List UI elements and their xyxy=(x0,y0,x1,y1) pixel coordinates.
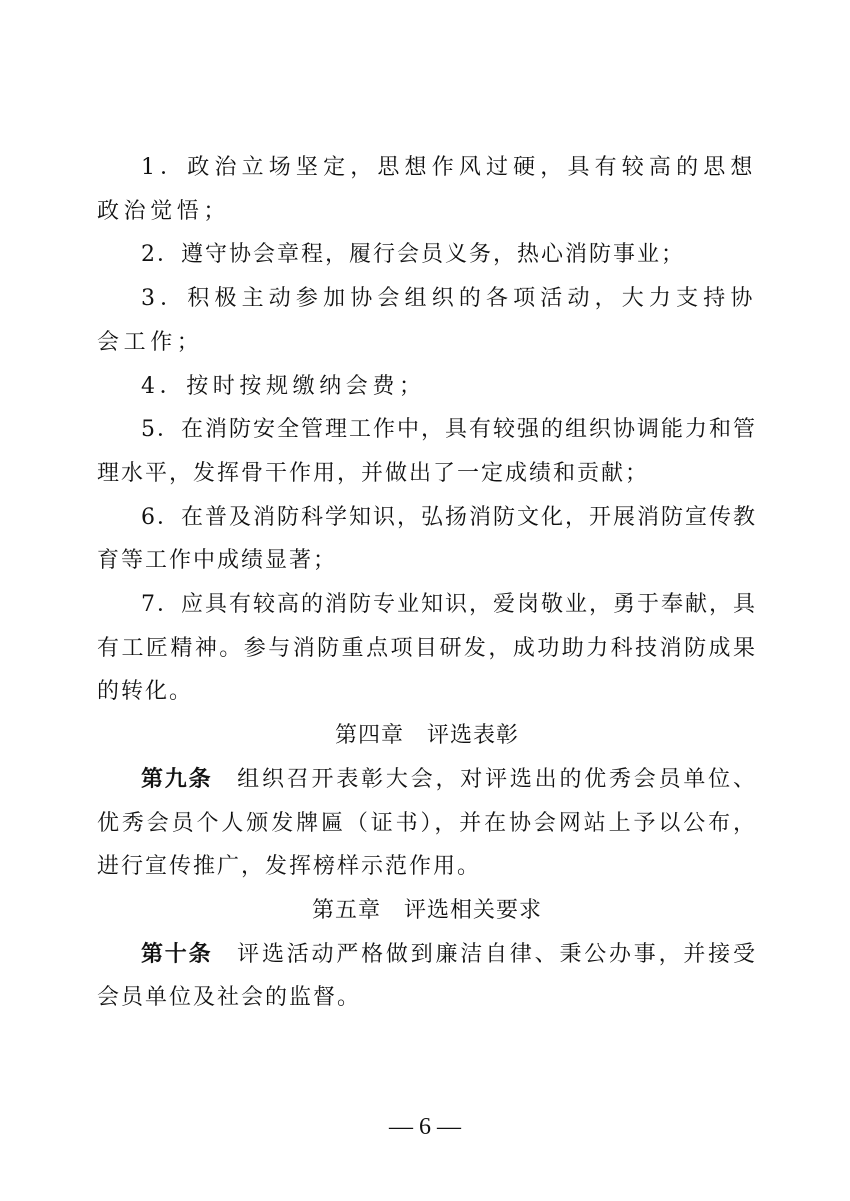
article-10 xyxy=(97,933,757,1020)
criterion-2: 2．遵守协会章程，履行会员义务，热心消防事业； xyxy=(141,242,685,268)
chapter-4-heading: 第四章 评选表彰 xyxy=(334,723,519,749)
criterion-7: 7．应具有较高的消防专业知识，爱岗敬业，勇于奉献，具有工匠精神。参与消防重点项目研发，成功助力科技消防成果的转化。 xyxy=(97,592,757,705)
article-9 xyxy=(97,758,757,889)
criterion-1: 1．政治立场坚定，思想作风过硬，具有较高的思想政治觉悟； xyxy=(97,155,757,224)
page-content xyxy=(97,146,757,1020)
criterion-5: 5．在消防安全管理工作中，具有较强的组织协调能力和管理水平，发挥骨干作用，并做出了一定成绩和贡献； xyxy=(97,417,757,486)
chapter-5-heading: 第五章 评选相关要求 xyxy=(311,897,542,923)
article-10-text: 评选活动严格做到廉洁自律、秉公办事，并接受会员单位及社会的监督。 xyxy=(97,941,757,1011)
article-9-text: 组织召开表彰大会，对评选出的优秀会员单位、优秀会员个人颁发牌匾（证书），并在协会网站上予以公布，进行宣传推广，发挥榜样示范作用。 xyxy=(97,766,757,880)
criterion-6: 6．在普及消防科学知识，弘扬消防文化，开展消防宣传教育等工作中成绩显著； xyxy=(97,504,757,574)
article-10-label: 第十条 xyxy=(141,941,213,967)
criterion-4: 4．按时按规缴纳会费； xyxy=(141,373,426,399)
page-number: — 6 — xyxy=(389,1114,461,1140)
criterion-3: 3．积极主动参加协会组织的各项活动，大力支持协会工作； xyxy=(97,286,757,355)
article-9-label: 第九条 xyxy=(141,766,213,792)
